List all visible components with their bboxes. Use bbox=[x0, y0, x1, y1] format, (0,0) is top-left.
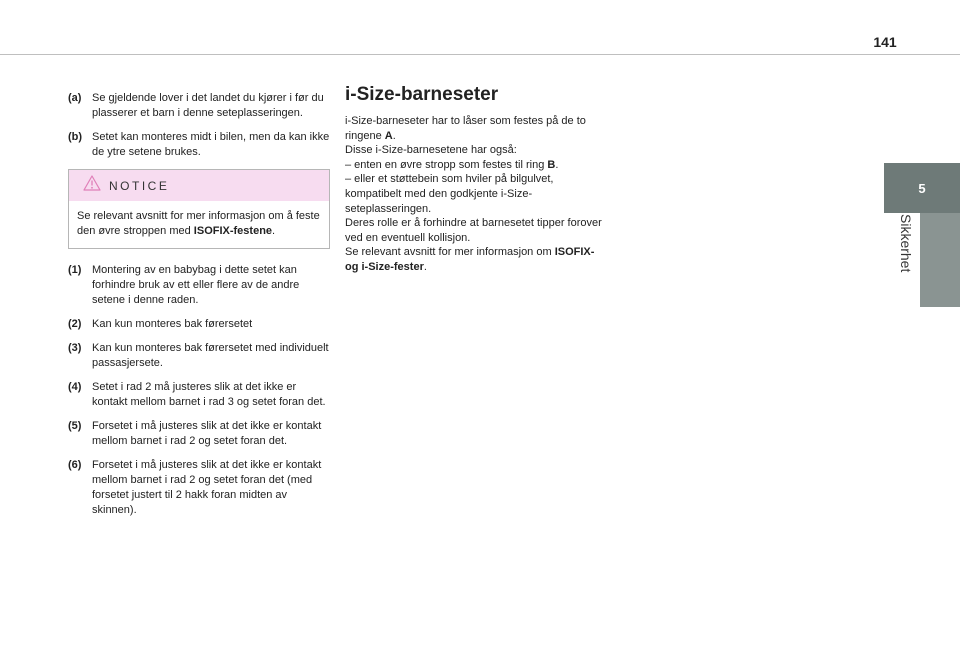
body-line bbox=[345, 114, 605, 143]
body-line: Disse i-Size-barnesetene har også: bbox=[345, 144, 517, 157]
body-punct: . bbox=[423, 260, 427, 273]
body-text: – enten en øvre stropp som festes til ring bbox=[345, 158, 545, 171]
right-column bbox=[345, 84, 605, 275]
notice-body bbox=[69, 201, 329, 248]
chapter-tab-bar bbox=[920, 213, 960, 307]
isofix-reference: ISOFIX- og i-Size-fester bbox=[345, 246, 595, 273]
notice-suffix: . bbox=[272, 225, 276, 237]
footnote-item bbox=[68, 458, 330, 518]
notice-text: Se relevant avsnitt for mer informasjon om å feste den øvre stroppen med bbox=[77, 210, 320, 237]
chapter-number: 5 bbox=[918, 180, 926, 196]
footnote-item bbox=[68, 317, 330, 332]
body-line: – eller et støttebein som hviler på bilgulvet, kompatibelt med den godkjente i-Size-seteplasseringen. bbox=[345, 173, 554, 215]
footnote-text: Forsetet i må justeres slik at det ikke er kontakt mellom barnet i rad 2 og setet foran det. bbox=[92, 420, 322, 447]
footnote-key: (6) bbox=[68, 459, 82, 471]
body-punct: . bbox=[392, 129, 396, 142]
footnote-item bbox=[68, 419, 330, 449]
ring-b-label: B bbox=[547, 158, 556, 171]
left-column bbox=[68, 91, 330, 527]
body-text: i-Size-barneseter har to låser som festes på de to ringene bbox=[345, 115, 586, 142]
section-body bbox=[345, 114, 605, 275]
chapter-title: Sikkerhet bbox=[898, 214, 914, 273]
page-number: 141 bbox=[873, 34, 897, 50]
footnote-key: (a) bbox=[68, 92, 82, 104]
footnote-key: (5) bbox=[68, 420, 82, 432]
footnote-key: (b) bbox=[68, 131, 83, 143]
footnote-item bbox=[68, 341, 330, 371]
footnote-item bbox=[68, 91, 330, 121]
footnote-text: Setet i rad 2 må justeres slik at det ikke er kontakt mellom barnet i rad 3 og setet foran det. bbox=[92, 381, 326, 408]
footnote-key: (1) bbox=[68, 264, 82, 276]
body-line bbox=[345, 158, 605, 173]
notice-box bbox=[68, 169, 330, 249]
body-line bbox=[345, 245, 605, 274]
footnote-item bbox=[68, 263, 330, 308]
body-text: Se relevant avsnitt for mer informasjon om bbox=[345, 246, 552, 259]
footnote-key: (3) bbox=[68, 342, 82, 354]
footnote-item bbox=[68, 130, 330, 160]
body-punct: . bbox=[555, 158, 559, 171]
footnote-text: Kan kun monteres bak førersetet med individuelt passasjersete. bbox=[92, 342, 329, 369]
notice-bold-link: ISOFIX-festene bbox=[193, 225, 273, 237]
notice-header bbox=[69, 170, 329, 201]
header-rule bbox=[0, 54, 960, 55]
footnote-key: (4) bbox=[68, 381, 82, 393]
ring-a-label: A bbox=[384, 129, 393, 142]
warning-triangle-icon bbox=[83, 175, 101, 196]
footnote-text: Montering av en babybag i dette setet kan forhindre bruk av ett eller flere av de andre setene i denne raden. bbox=[92, 264, 300, 306]
footnote-text: Forsetet i må justeres slik at det ikke er kontakt mellom barnet i rad 2 og setet foran det (med forsetet justert til 2 hakk foran midten av skinnen). bbox=[92, 459, 322, 516]
body-line: Deres rolle er å forhindre at barnesetet tipper forover ved en eventuell kollisjon. bbox=[345, 217, 602, 244]
section-heading: i-Size-barneseter bbox=[345, 84, 499, 105]
footnote-item bbox=[68, 380, 330, 410]
notice-title: NOTICE bbox=[109, 178, 170, 193]
footnote-text: Se gjeldende lover i det landet du kjører i før du plasserer et barn i denne seteplasseringen. bbox=[92, 92, 324, 119]
footnote-text: Kan kun monteres bak førersetet bbox=[92, 318, 253, 330]
footnote-text: Setet kan monteres midt i bilen, men da kan ikke de ytre setene brukes. bbox=[92, 131, 330, 158]
footnote-key: (2) bbox=[68, 318, 82, 330]
chapter-tab[interactable] bbox=[884, 163, 960, 213]
